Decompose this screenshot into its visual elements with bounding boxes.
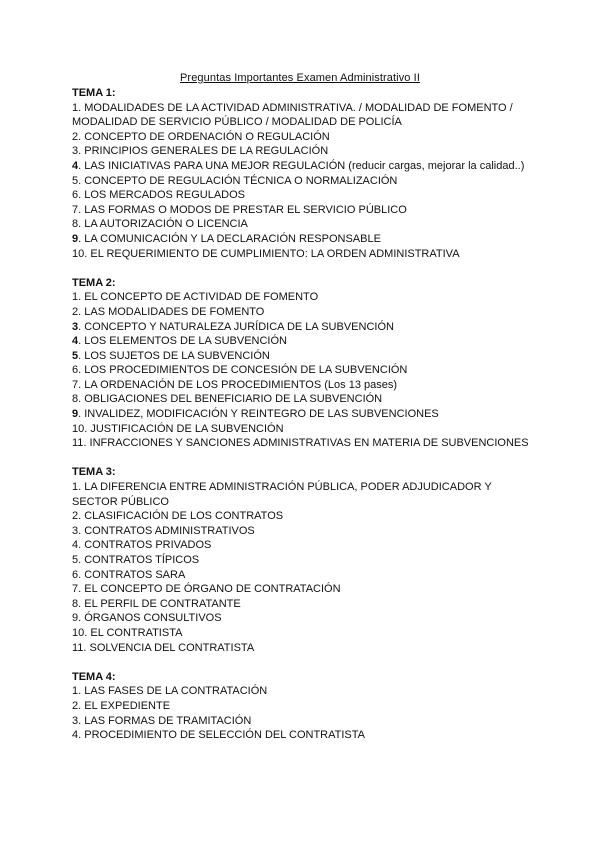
item-number: 1 (72, 685, 79, 698)
item-text: . ÓRGANOS CONSULTIVOS (78, 612, 222, 625)
section-heading: TEMA 2: (72, 276, 116, 289)
item-number: 2 (72, 510, 79, 523)
item-number: 4 (72, 159, 79, 172)
list-item (72, 320, 532, 335)
list-item (72, 130, 532, 145)
item-text: . SOLVENCIA DEL CONTRATISTA (83, 641, 255, 654)
list-item (72, 480, 532, 509)
item-number: 3 (72, 714, 79, 727)
item-number: 3 (72, 524, 79, 537)
list-item (72, 203, 532, 218)
list-item (72, 217, 532, 232)
list-item (72, 334, 532, 349)
tema-section (72, 670, 532, 743)
list-item (72, 174, 532, 189)
item-text: . CONCEPTO DE REGULACIÓN TÉCNICA O NORMALIZACIÓN (78, 174, 398, 187)
item-text: . PRINCIPIOS GENERALES DE LA REGULACIÓN (78, 145, 329, 158)
list-item (72, 305, 532, 320)
item-number: 3 (72, 145, 79, 158)
item-text: . EL CONCEPTO DE ACTIVIDAD DE FOMENTO (78, 291, 319, 304)
section-heading: TEMA 3: (72, 466, 116, 479)
tema-section (72, 465, 532, 655)
item-text: . EL REQUERIMIENTO DE CUMPLIMIENTO: LA ORDEN ADMINISTRATIVA (84, 247, 460, 260)
item-text: . EL CONCEPTO DE ÓRGANO DE CONTRATACIÓN (78, 583, 341, 596)
item-text: . LAS INICIATIVAS PARA UNA MEJOR REGULACIÓN (reducir cargas, mejorar la calidad..) (78, 159, 525, 172)
item-number: 10 (72, 247, 85, 260)
item-text: . LA AUTORIZACIÓN O LICENCIA (78, 218, 248, 231)
item-number: 2 (72, 305, 79, 318)
list-item (72, 597, 532, 612)
item-text: . LAS FORMAS DE TRAMITACIÓN (78, 714, 252, 727)
list-item (72, 422, 532, 437)
item-number: 6 (72, 364, 79, 377)
list-item (72, 582, 532, 597)
item-number: 2 (72, 699, 79, 712)
item-number: 4 (72, 729, 79, 742)
list-item (72, 553, 532, 568)
item-text: . LOS SUJETOS DE LA SUBVENCIÓN (78, 349, 270, 362)
item-text: . LOS ELEMENTOS DE LA SUBVENCIÓN (78, 335, 287, 348)
item-text: . MODALIDADES DE LA ACTIVIDAD ADMINISTRATIVA. / MODALIDAD DE FOMENTO / MODALIDAD DE SERVICIO PÚBLICO / MODALIDAD DE POLICÍA (72, 101, 513, 129)
item-number: 10 (72, 626, 85, 639)
item-text: . LAS FORMAS O MODOS DE PRESTAR EL SERVICIO PÚBLICO (78, 203, 407, 216)
list-item (72, 436, 532, 451)
item-text: . OBLIGACIONES DEL BENEFICIARIO DE LA SUBVENCIÓN (78, 393, 383, 406)
item-text: . LA DIFERENCIA ENTRE ADMINISTRACIÓN PÚBLICA, PODER ADJUDICADOR Y SECTOR PÚBLICO (72, 481, 492, 508)
list-item (72, 699, 532, 714)
item-number: 10 (72, 422, 85, 435)
section-heading: TEMA 4: (72, 670, 116, 683)
item-number: 7 (72, 583, 79, 596)
list-item (72, 641, 532, 656)
item-text: . EL EXPEDIENTE (78, 699, 171, 712)
list-item (72, 728, 532, 743)
list-item (72, 568, 532, 583)
list-item (72, 378, 532, 393)
item-number: 9 (72, 408, 79, 421)
list-item (72, 247, 532, 262)
item-number: 9 (72, 612, 79, 625)
document-title: Preguntas Importantes Examen Administrativo II (180, 72, 420, 84)
list-item (72, 407, 532, 422)
item-text: . CONTRATOS SARA (78, 568, 186, 581)
item-text: . CONTRATOS ADMINISTRATIVOS (78, 524, 255, 537)
item-text: . CONTRATOS TÍPICOS (78, 554, 200, 566)
list-item (72, 524, 532, 539)
document-content (72, 86, 532, 757)
item-text: . CLASIFICACIÓN DE LOS CONTRATOS (78, 510, 284, 523)
item-number: 8 (72, 393, 79, 406)
item-number: 5 (72, 554, 79, 566)
item-text: . CONCEPTO DE ORDENACIÓN O REGULACIÓN (78, 130, 330, 143)
item-text: . CONTRATOS PRIVADOS (78, 539, 212, 552)
item-text: . INFRACCIONES Y SANCIONES ADMINISTRATIVAS EN MATERIA DE SUBVENCIONES (83, 437, 529, 450)
item-number: 1 (72, 291, 79, 304)
item-number: 5 (72, 174, 79, 187)
item-number: 4 (72, 335, 79, 348)
tema-section (72, 86, 532, 261)
list-item (72, 684, 532, 699)
list-item (72, 290, 532, 305)
item-number: 11 (72, 641, 84, 654)
item-number: 1 (72, 101, 79, 114)
list-item (72, 188, 532, 203)
item-number: 5 (72, 349, 79, 362)
item-text: . LA ORDENACIÓN DE LOS PROCEDIMIENTOS (Los 13 pases) (78, 378, 398, 391)
list-item (72, 538, 532, 553)
list-item (72, 714, 532, 729)
item-text: . LOS PROCEDIMIENTOS DE CONCESIÓN DE LA SUBVENCIÓN (78, 364, 408, 377)
item-number: 6 (72, 189, 79, 202)
item-number: 1 (72, 481, 79, 494)
item-text: . PROCEDIMIENTO DE SELECCIÓN DEL CONTRATISTA (78, 729, 365, 742)
item-text: . LOS MERCADOS REGULADOS (78, 189, 245, 202)
item-number: 11 (72, 437, 84, 450)
item-number: 6 (72, 568, 79, 581)
list-item (72, 159, 532, 174)
list-item (72, 392, 532, 407)
item-text: . LA COMUNICACIÓN Y LA DECLARACIÓN RESPONSABLE (78, 232, 381, 245)
item-number: 3 (72, 320, 79, 333)
item-number: 8 (72, 597, 79, 610)
item-number: 9 (72, 232, 79, 245)
item-text: . EL PERFIL DE CONTRATANTE (78, 597, 241, 610)
item-number: 7 (72, 203, 79, 216)
item-text: . CONCEPTO Y NATURALEZA JURÍDICA DE LA SUBVENCIÓN (78, 320, 394, 333)
list-item (72, 626, 532, 641)
list-item (72, 232, 532, 247)
item-number: 2 (72, 130, 79, 143)
tema-section (72, 276, 532, 451)
list-item (72, 101, 532, 130)
item-text: . LAS MODALIDADES DE FOMENTO (78, 305, 265, 318)
item-number: 4 (72, 539, 79, 552)
item-number: 7 (72, 378, 79, 391)
item-text: . JUSTIFICACIÓN DE LA SUBVENCIÓN (84, 422, 284, 435)
list-item (72, 363, 532, 378)
list-item (72, 509, 532, 524)
item-text: . LAS FASES DE LA CONTRATACIÓN (78, 685, 268, 698)
list-item (72, 144, 532, 159)
list-item (72, 611, 532, 626)
item-number: 8 (72, 218, 79, 231)
list-item (72, 349, 532, 364)
item-text: . EL CONTRATISTA (84, 626, 183, 639)
item-text: . INVALIDEZ, MODIFICACIÓN Y REINTEGRO DE LAS SUBVENCIONES (78, 408, 439, 421)
section-heading: TEMA 1: (72, 87, 116, 99)
